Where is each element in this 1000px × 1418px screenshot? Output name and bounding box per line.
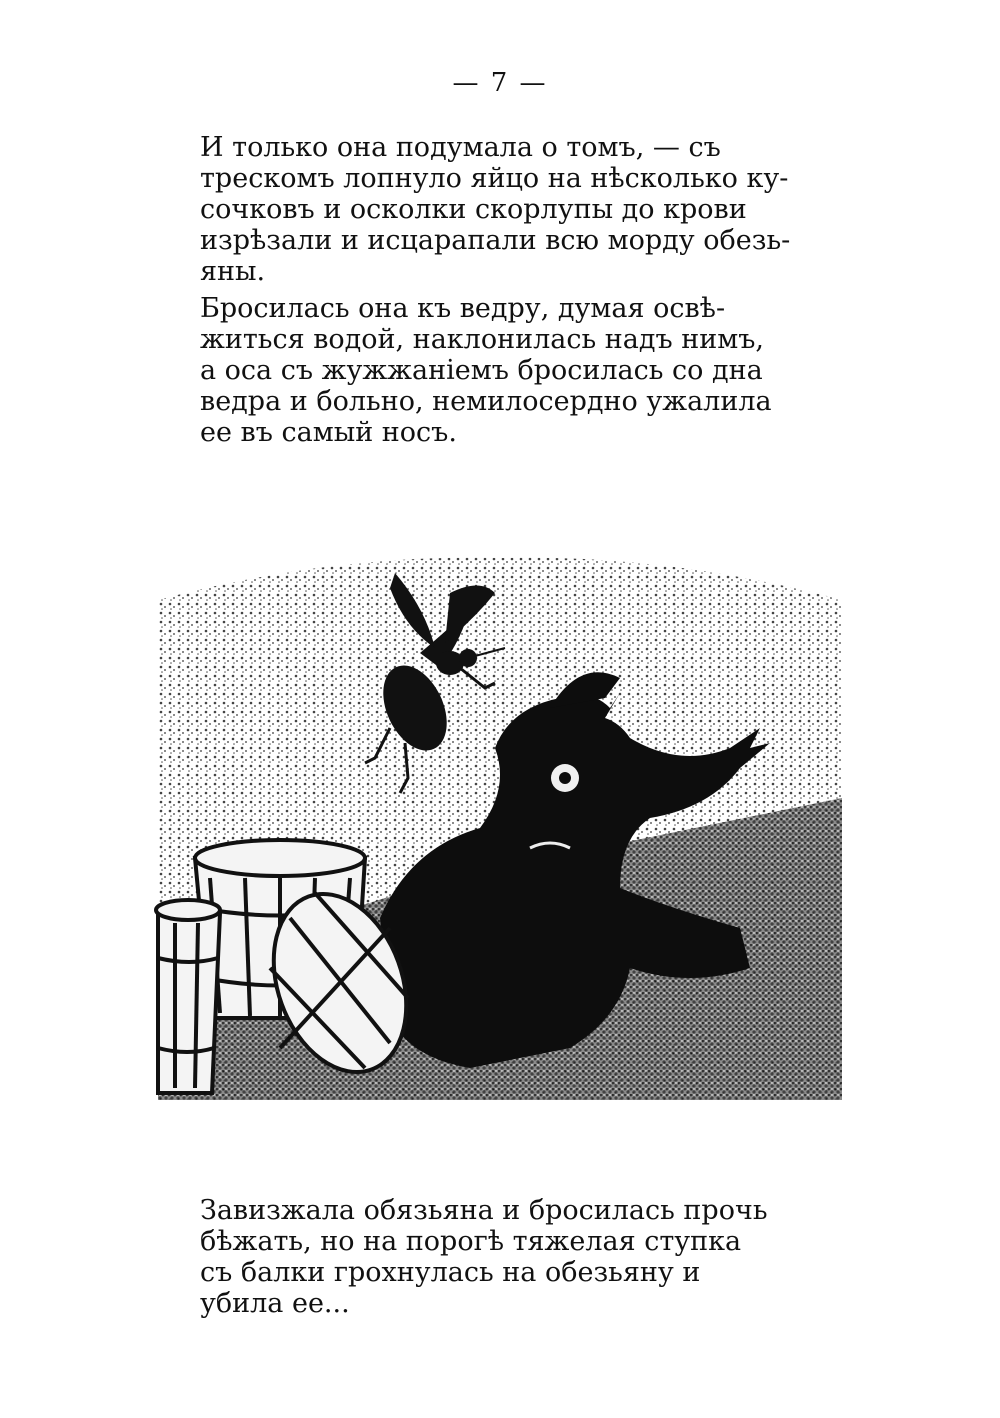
text-block-top — [200, 132, 810, 454]
page-number: — 7 — — [452, 68, 548, 98]
text-block-bottom — [200, 1195, 810, 1325]
illustration-monkey-wasp — [150, 548, 850, 1108]
paragraph-wasp: Бросилась она къ ведру, думая освѣ- житься водой, наклонилась надъ нимъ, а оса съ жужжаніемъ бросилась со дна ведра и больно, немилосердно ужалила ее въ самый носъ. — [200, 293, 772, 448]
paragraph-ending: Завизжала обязьяна и бросилась прочь бѣжать, но на порогѣ тяжелая ступка съ балки грохнулась на обезьяну и убила ее... — [200, 1195, 768, 1319]
paragraph-egg: И только она подумала о томъ, — съ трескомъ лопнуло яйцо на нѣсколько ку- сочковъ и осколки скорлупы до крови изрѣзали и исцарапали всю морду обезь- яны. — [200, 132, 791, 287]
tub-small — [156, 900, 220, 1093]
